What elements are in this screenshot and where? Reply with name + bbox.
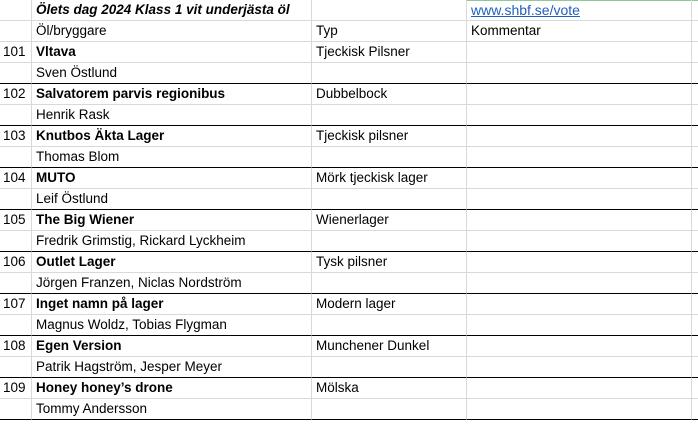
beer-name[interactable]: MUTO — [32, 168, 312, 189]
cell-empty[interactable] — [0, 399, 32, 420]
beer-name[interactable]: Salvatorem parvis regionibus — [32, 84, 312, 105]
comment-cell[interactable] — [467, 63, 692, 84]
header-type[interactable]: Typ — [312, 21, 467, 42]
comment-cell[interactable] — [467, 84, 692, 105]
cell-empty[interactable] — [692, 378, 698, 399]
beer-type[interactable]: Mölska — [312, 378, 467, 399]
cell-empty[interactable] — [692, 0, 698, 21]
brewer-name[interactable]: Sven Östlund — [32, 63, 312, 84]
brewer-row — [0, 315, 698, 336]
brewer-name[interactable]: Jörgen Franzen, Niclas Nordström — [32, 273, 312, 294]
entry-number[interactable]: 101 — [0, 42, 32, 63]
entry-number[interactable]: 107 — [0, 294, 32, 315]
brewer-row — [0, 147, 698, 168]
brewer-row — [0, 231, 698, 252]
brewer-name[interactable]: Henrik Rask — [32, 105, 312, 126]
cell-empty[interactable] — [0, 189, 32, 210]
entry-row — [0, 42, 698, 63]
comment-cell[interactable] — [467, 189, 692, 210]
cell-empty[interactable] — [312, 315, 467, 336]
beer-type[interactable]: Mörk tjeckisk lager — [312, 168, 467, 189]
cell-empty[interactable] — [692, 336, 698, 357]
beer-name[interactable]: The Big Wiener — [32, 210, 312, 231]
cell-empty[interactable] — [692, 84, 698, 105]
beer-name[interactable]: Honey honey’s drone — [32, 378, 312, 399]
vote-link-cell[interactable] — [467, 0, 692, 21]
cell-empty[interactable] — [692, 399, 698, 420]
beer-type[interactable]: Tjeckisk Pilsner — [312, 42, 467, 63]
comment-cell[interactable] — [467, 336, 692, 357]
cell-empty[interactable] — [692, 21, 698, 42]
cell-empty[interactable] — [312, 63, 467, 84]
header-beer-brewer[interactable]: Öl/bryggare — [32, 21, 312, 42]
cell-empty[interactable] — [312, 147, 467, 168]
comment-cell[interactable] — [467, 105, 692, 126]
beer-type[interactable]: Tjeckisk pilsner — [312, 126, 467, 147]
comment-cell[interactable] — [467, 315, 692, 336]
entry-number[interactable]: 105 — [0, 210, 32, 231]
brewer-name[interactable]: Fredrik Grimstig, Rickard Lyckheim — [32, 231, 312, 252]
comment-cell[interactable] — [467, 42, 692, 63]
cell-empty[interactable] — [0, 63, 32, 84]
cell-empty[interactable] — [692, 210, 698, 231]
cell-empty[interactable] — [0, 357, 32, 378]
cell-empty[interactable] — [0, 21, 32, 42]
beer-type[interactable]: Wienerlager — [312, 210, 467, 231]
brewer-row — [0, 189, 698, 210]
cell-empty[interactable] — [692, 168, 698, 189]
brewer-row — [0, 105, 698, 126]
brewer-row — [0, 63, 698, 84]
brewer-name[interactable]: Leif Östlund — [32, 189, 312, 210]
entry-number[interactable]: 109 — [0, 378, 32, 399]
entry-row — [0, 210, 698, 231]
comment-cell[interactable] — [467, 210, 692, 231]
comment-cell[interactable] — [467, 378, 692, 399]
comment-cell[interactable] — [467, 252, 692, 273]
brewer-name[interactable]: Magnus Woldz, Tobias Flygman — [32, 315, 312, 336]
comment-cell[interactable] — [467, 399, 692, 420]
entry-number[interactable]: 104 — [0, 168, 32, 189]
entry-row — [0, 252, 698, 273]
cell-empty[interactable] — [0, 105, 32, 126]
cell-empty[interactable] — [312, 357, 467, 378]
cell-empty[interactable] — [312, 399, 467, 420]
cell-empty[interactable] — [0, 231, 32, 252]
beer-name[interactable]: Egen Version — [32, 336, 312, 357]
cell-empty[interactable] — [312, 105, 467, 126]
cell-empty[interactable] — [692, 294, 698, 315]
cell-empty[interactable] — [692, 105, 698, 126]
comment-cell[interactable] — [467, 273, 692, 294]
entry-row — [0, 168, 698, 189]
comment-cell[interactable] — [467, 168, 692, 189]
cell-empty[interactable] — [692, 315, 698, 336]
cell-empty[interactable] — [312, 0, 467, 21]
cell-empty[interactable] — [692, 231, 698, 252]
brewer-row — [0, 399, 698, 420]
entry-row — [0, 378, 698, 399]
entry-number[interactable]: 102 — [0, 84, 32, 105]
cell-empty[interactable] — [692, 357, 698, 378]
comment-cell[interactable] — [467, 147, 692, 168]
comment-cell[interactable] — [467, 357, 692, 378]
cell-empty[interactable] — [692, 147, 698, 168]
cell-empty[interactable] — [692, 126, 698, 147]
comment-cell[interactable] — [467, 294, 692, 315]
beer-type[interactable]: Munchener Dunkel — [312, 336, 467, 357]
beer-name[interactable]: Knutbos Äkta Lager — [32, 126, 312, 147]
cell-empty[interactable] — [312, 231, 467, 252]
header-row — [0, 21, 698, 42]
cell-empty[interactable] — [692, 252, 698, 273]
beer-type[interactable]: Tysk pilsner — [312, 252, 467, 273]
cell-empty[interactable] — [692, 42, 698, 63]
brewer-name[interactable]: Thomas Blom — [32, 147, 312, 168]
cell-empty[interactable] — [312, 189, 467, 210]
brewer-name[interactable]: Tommy Andersson — [32, 399, 312, 420]
vote-link[interactable]: www.shbf.se/vote — [471, 2, 580, 18]
cell-empty[interactable] — [692, 63, 698, 84]
cell-empty[interactable] — [692, 273, 698, 294]
comment-cell[interactable] — [467, 126, 692, 147]
brewer-name[interactable]: Patrik Hagström, Jesper Meyer — [32, 357, 312, 378]
cell-empty[interactable] — [0, 315, 32, 336]
beer-name[interactable]: Inget namn på lager — [32, 294, 312, 315]
beer-name[interactable]: Outlet Lager — [32, 252, 312, 273]
entry-row — [0, 336, 698, 357]
entry-number[interactable]: 103 — [0, 126, 32, 147]
brewer-row — [0, 357, 698, 378]
brewer-row — [0, 273, 698, 294]
header-comment[interactable]: Kommentar — [467, 21, 692, 42]
sheet-title[interactable]: Ölets dag 2024 Klass 1 vit underjästa öl — [32, 0, 312, 21]
cell-empty[interactable] — [312, 273, 467, 294]
entry-row — [0, 126, 698, 147]
cell-empty[interactable] — [0, 273, 32, 294]
entry-row — [0, 294, 698, 315]
entry-number[interactable]: 108 — [0, 336, 32, 357]
entry-row — [0, 84, 698, 105]
beer-type[interactable]: Modern lager — [312, 294, 467, 315]
title-row — [0, 0, 698, 21]
beer-name[interactable]: Vltava — [32, 42, 312, 63]
cell-empty[interactable] — [0, 0, 32, 21]
entry-number[interactable]: 106 — [0, 252, 32, 273]
comment-cell[interactable] — [467, 231, 692, 252]
beer-type[interactable]: Dubbelbock — [312, 84, 467, 105]
cell-empty[interactable] — [0, 147, 32, 168]
cell-empty[interactable] — [692, 189, 698, 210]
